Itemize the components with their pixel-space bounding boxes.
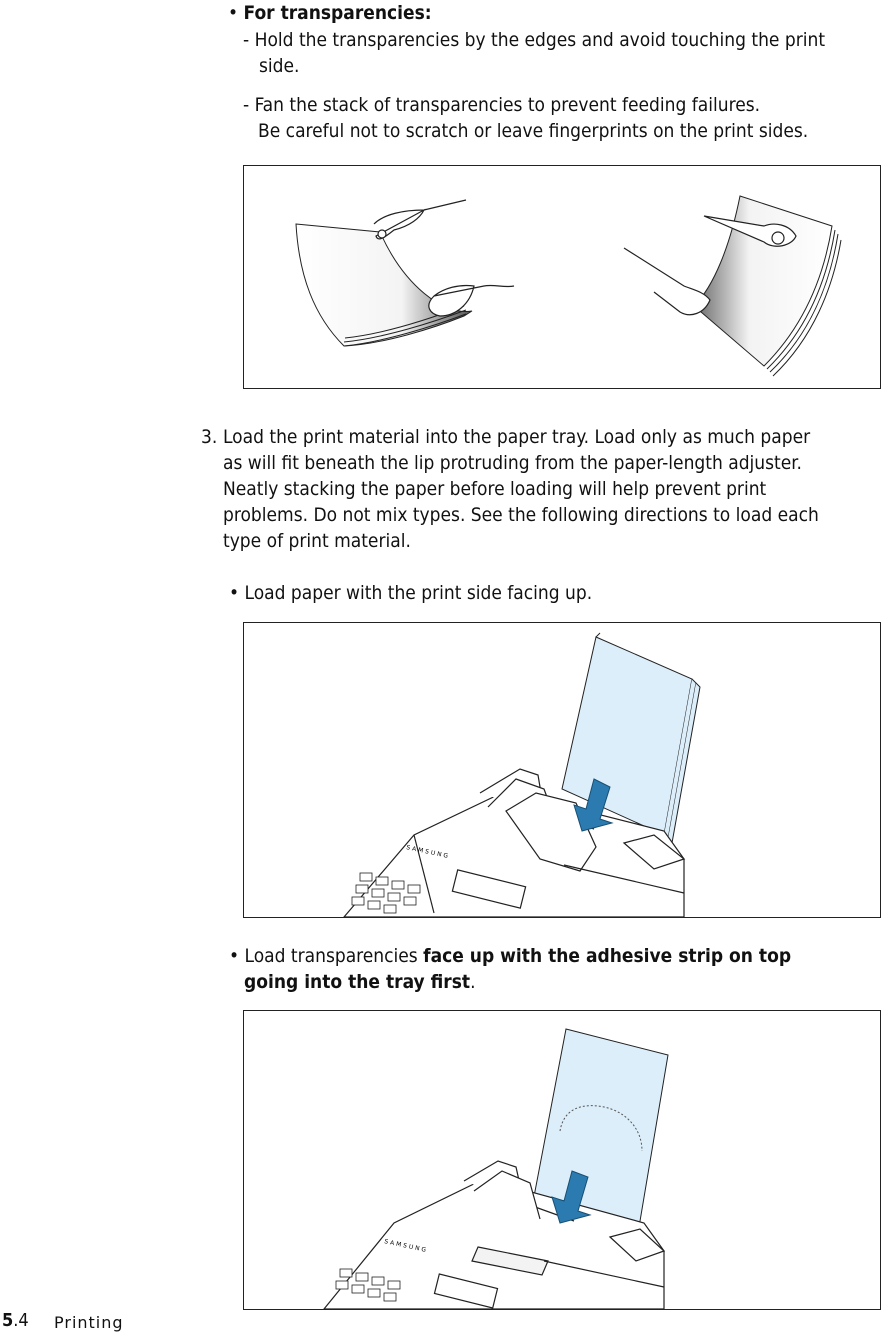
fanning-illustration (243, 165, 881, 389)
transparency-loading-bullet (229, 943, 791, 969)
paper-loading-bullet: • Load paper with the print side facing up. (229, 582, 593, 604)
transparency-loading-illustration (243, 1010, 881, 1310)
paper-loading-drawing (244, 623, 881, 918)
fanning-drawing (244, 166, 881, 389)
bullet-prefix: • Load transparencies (229, 945, 424, 967)
step-3-line-1: Load the print material into the paper tray. Load only as much paper (223, 426, 811, 448)
bullet: • (228, 2, 239, 24)
transparency-tip-2-line-1: - Fan the stack of transparencies to prevent feeding failures. (243, 94, 761, 116)
step-3-line-5: type of print material. (223, 530, 411, 552)
right-sheet-stack (694, 196, 841, 376)
bullet-bold-1: face up with the adhesive strip on top (423, 945, 792, 967)
transparency-loading-bullet-line-2 (244, 969, 476, 995)
heading-text: For transparencies: (243, 2, 432, 24)
brand-label: SAMSUNG (405, 844, 451, 861)
left-sheet-stack (296, 224, 472, 346)
transparency-tip-1-line-2: side. (259, 55, 300, 77)
transparencies-heading (228, 0, 432, 26)
chapter-number: 5 (2, 1310, 14, 1331)
step-3-line-2: as will fit beneath the lip protruding from the paper-length adjuster. (223, 452, 802, 474)
footer-section-label: Printing (54, 1313, 124, 1332)
step-3-line-4: problems. Do not mix types. See the following directions to load each (223, 504, 819, 526)
bullet-suffix: . (470, 971, 476, 993)
step-3-line-3: Neatly stacking the paper before loading will help prevent print (223, 478, 767, 500)
page-number (2, 1310, 29, 1332)
bullet-bold-2: going into the tray first (244, 971, 471, 993)
transparency-tip-1-line-1: - Hold the transparencies by the edges and avoid touching the print (243, 29, 826, 51)
transparency-loading-drawing (244, 1011, 881, 1310)
page-index: .4 (13, 1310, 29, 1331)
brand-label: SAMSUNG (383, 1238, 429, 1255)
transparency-tip-2-line-2: Be careful not to scratch or leave fingerprints on the print sides. (258, 120, 809, 142)
step-3-number: 3. (201, 426, 218, 448)
paper-loading-illustration (243, 622, 881, 918)
